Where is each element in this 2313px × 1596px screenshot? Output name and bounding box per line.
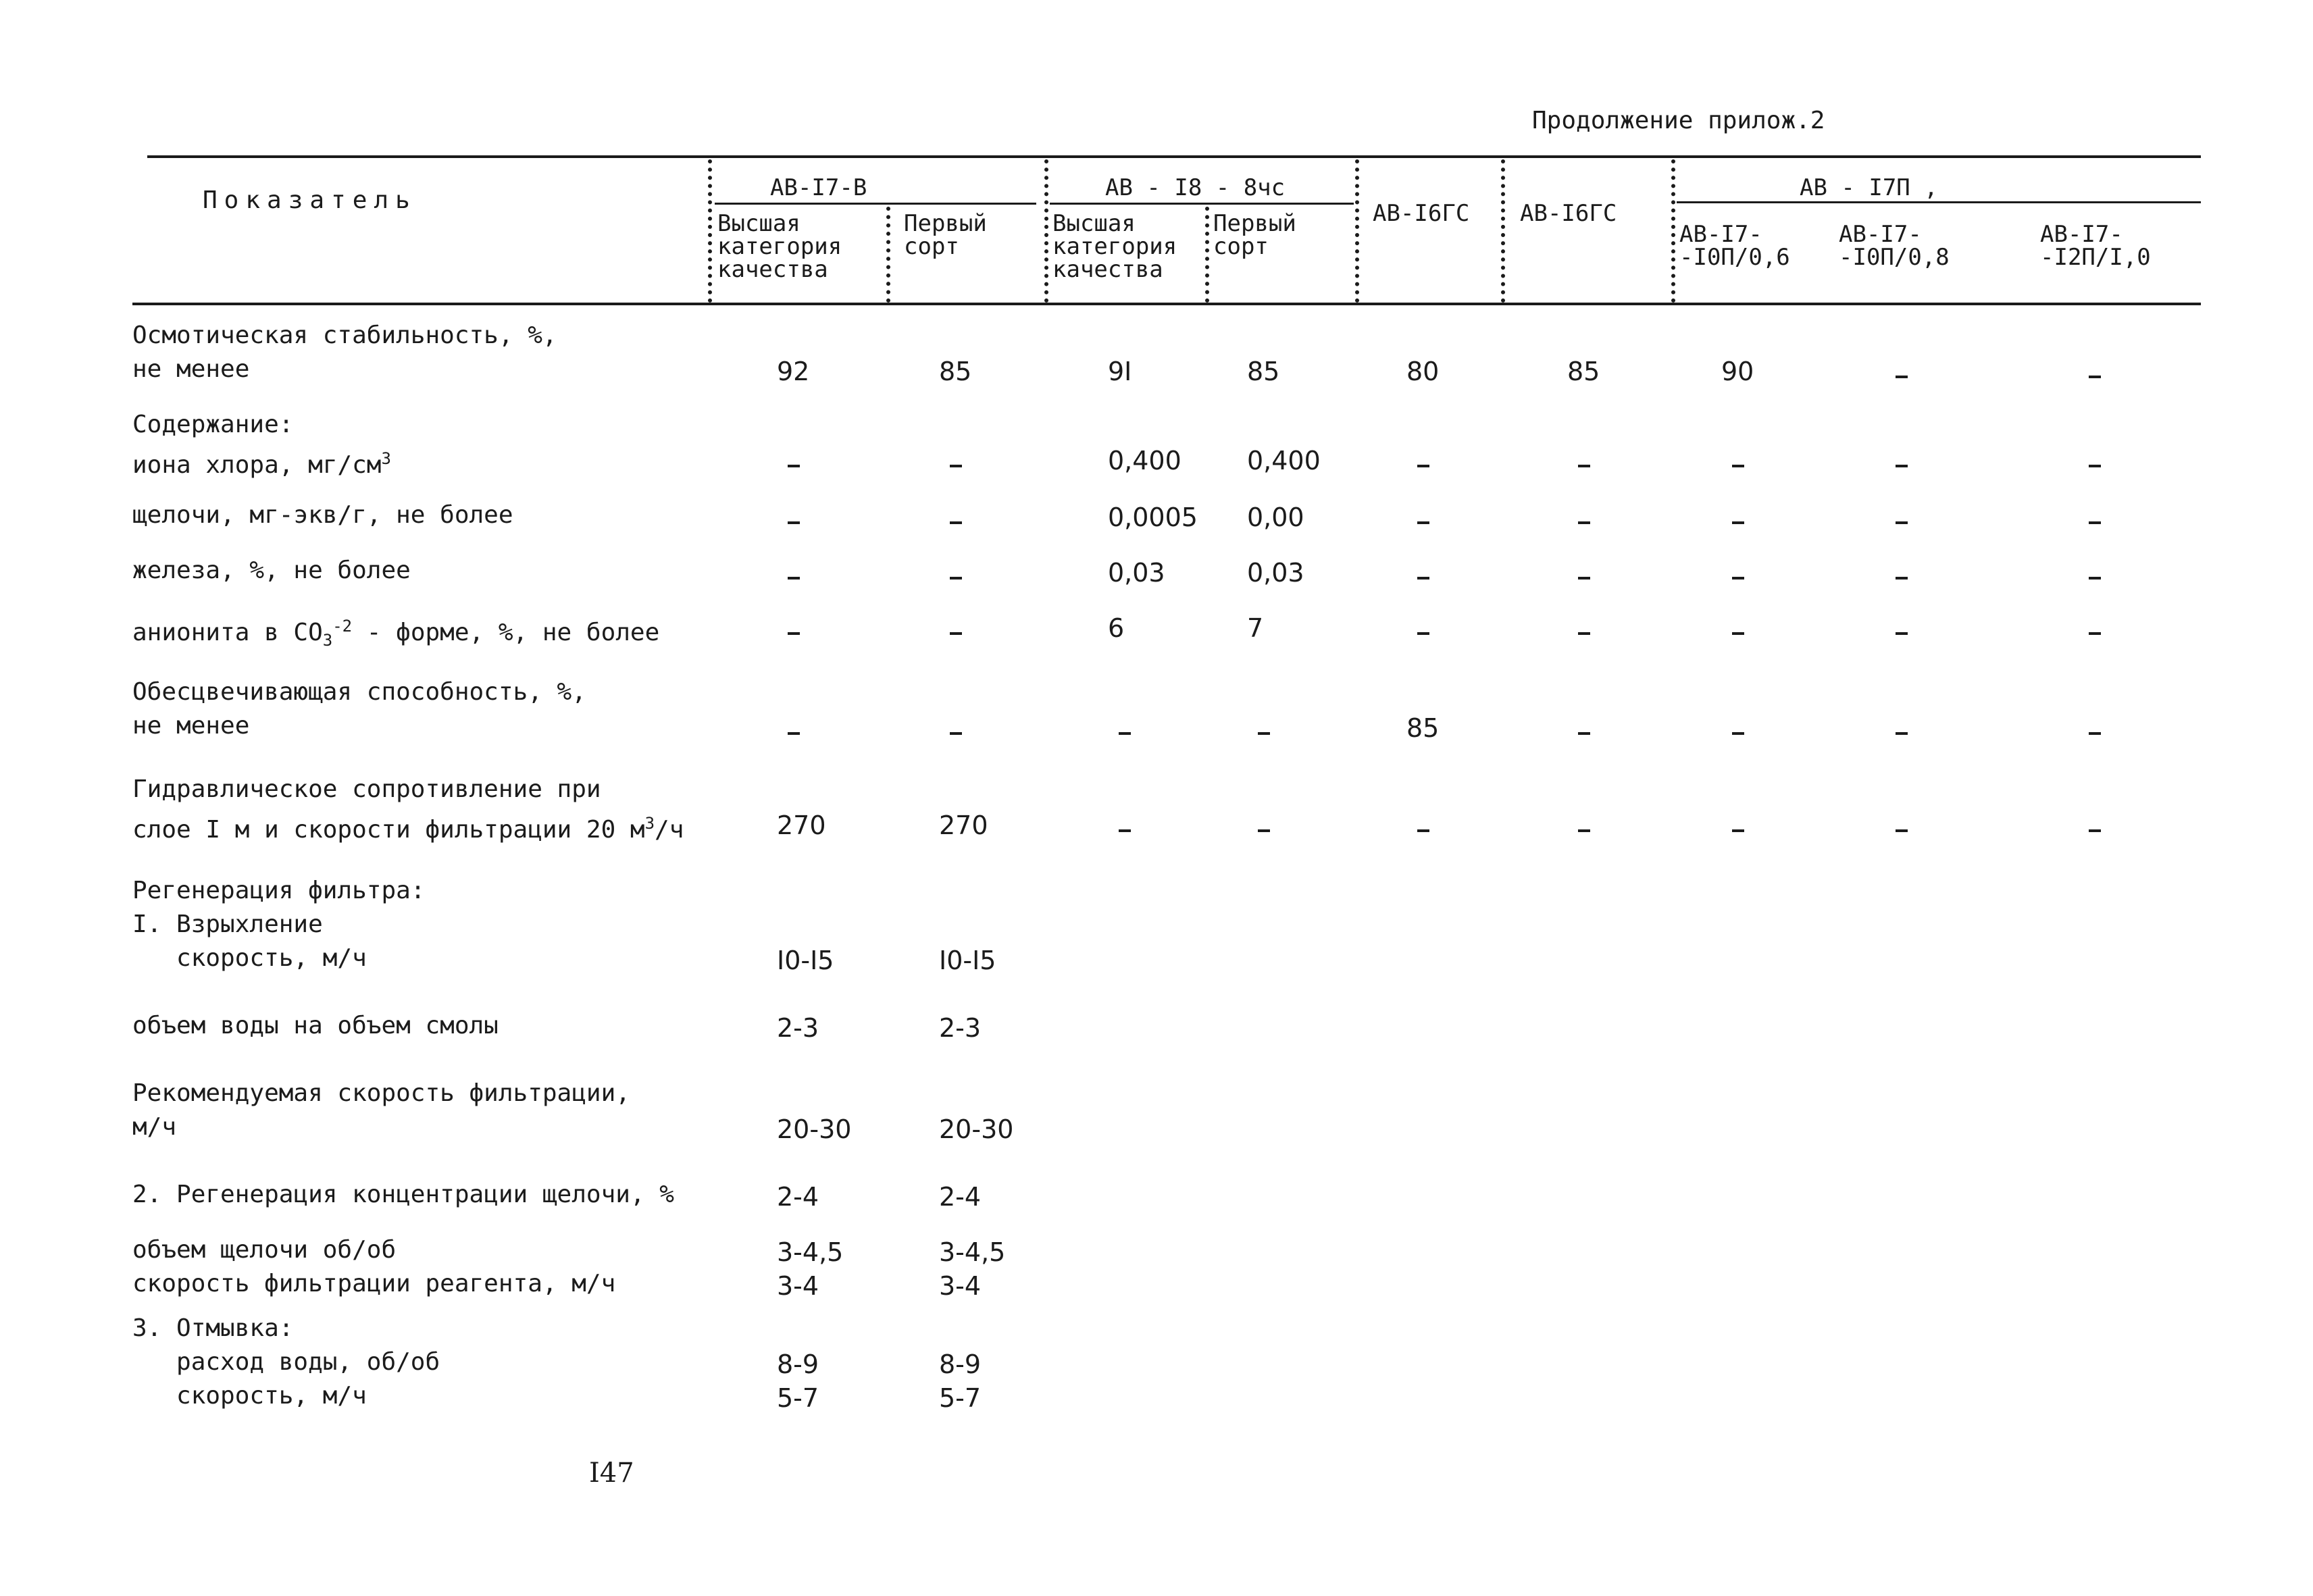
value-alkali-2: 0,0005 (1108, 503, 1198, 532)
value-anion-3: 7 (1247, 613, 1264, 643)
value-dash-decolor-6 (1732, 732, 1744, 735)
label-speed: скорость, м/ч (132, 944, 367, 972)
value-dash-alkali-4 (1417, 521, 1429, 524)
label-water-use: расход воды, об/об (132, 1348, 440, 1376)
label-alk-vol: объем щелочи об/об (132, 1236, 397, 1264)
value-dash-alkali-5 (1578, 521, 1590, 524)
sub-av17p-c: АВ-I7- -I2П/I,0 (2040, 221, 2151, 271)
label-anion: анионита в $CO_3^{-2}$ - форме, %, не более (132, 617, 660, 650)
value-osm-4: 80 (1406, 357, 1440, 386)
value-dash-osm-8 (2089, 376, 2101, 378)
value-dash-hydr-6 (1732, 829, 1744, 832)
column-separator (1501, 159, 1505, 303)
value-iron-2: 0,03 (1108, 558, 1165, 588)
value-alk_vol-1: 3-4,5 (939, 1237, 1006, 1267)
label-rec-1: Рекомендуемая скорость фильтрации, (132, 1079, 630, 1107)
value-dash-decolor-3 (1258, 732, 1270, 735)
sub-av17v-first: Первый сорт (904, 210, 987, 260)
sub-av17p-b: АВ-I7- -I0П/0,8 (1839, 221, 1950, 271)
value-dash-iron-1 (950, 577, 962, 580)
header-top-rule (147, 155, 2201, 158)
value-dash-chlor-8 (2089, 465, 2101, 467)
value-reag_speed-1: 3-4 (939, 1271, 982, 1301)
value-dash-alkali-8 (2089, 521, 2101, 524)
group-underline-av17v (715, 203, 1036, 205)
group-av17v: АВ-I7-В (770, 174, 867, 201)
label-decolor-2: не менее (132, 712, 250, 740)
group-underline-av18 (1050, 203, 1354, 205)
value-dash-hydr-5 (1578, 829, 1590, 832)
value-dash-chlor-6 (1732, 465, 1744, 467)
label-decolor-1: Обесцвечивающая способность, %, (132, 678, 586, 706)
value-chlor-3: 0,400 (1247, 446, 1321, 475)
value-dash-anion-1 (950, 632, 962, 635)
value-dash-chlor-0 (788, 465, 800, 467)
group-av17p: АВ - I7П , (1800, 174, 1938, 201)
value-dash-hydr-4 (1417, 829, 1429, 832)
value-dash-anion-6 (1732, 632, 1744, 635)
value-rec-1: 20-30 (939, 1114, 1014, 1144)
label-reag-speed: скорость фильтрации реагента, м/ч (132, 1270, 616, 1297)
value-dash-anion-7 (1896, 632, 1908, 635)
value-dash-hydr-3 (1258, 829, 1270, 832)
label-loosen: I. Взрыхление (132, 910, 323, 938)
header-bottom-rule (132, 303, 2201, 305)
value-dash-anion-8 (2089, 632, 2101, 635)
value-hydr-0: 270 (777, 810, 826, 840)
value-dash-anion-5 (1578, 632, 1590, 635)
group-av16gs-1: АВ-I6ГС (1373, 200, 1470, 227)
page-number: I47 (589, 1458, 634, 1489)
value-iron-3: 0,03 (1247, 558, 1304, 588)
value-osm-0: 92 (777, 357, 810, 386)
label-content: Содержание: (132, 411, 294, 438)
label-washing: 3. Отмывка: (132, 1314, 294, 1342)
value-osm-2: 9I (1108, 357, 1132, 386)
value-dash-iron-5 (1578, 577, 1590, 580)
column-separator (886, 207, 890, 303)
value-alkali-3: 0,00 (1247, 503, 1304, 532)
label-osm-2: не менее (132, 355, 250, 383)
value-water_use-0: 8-9 (777, 1349, 819, 1379)
value-water_vol-0: 2-3 (777, 1013, 819, 1043)
label-chlor: иона хлора, $мг/см^3$ (132, 449, 391, 479)
value-dash-decolor-1 (950, 732, 962, 735)
value-water_vol-1: 2-3 (939, 1013, 982, 1043)
value-dash-hydr-7 (1896, 829, 1908, 832)
group-av18: АВ - I8 - 8чс (1105, 174, 1286, 201)
value-hydr-1: 270 (939, 810, 988, 840)
value-osm-3: 85 (1247, 357, 1280, 386)
label-water-vol: объем воды на объем смолы (132, 1012, 499, 1039)
value-speed2-1: 5-7 (939, 1383, 982, 1413)
label-rec-2: м/ч (132, 1113, 177, 1141)
label-osm-1: Осмотическая стабильность, %, (132, 321, 557, 349)
value-chlor-2: 0,400 (1108, 446, 1181, 475)
value-dash-anion-4 (1417, 632, 1429, 635)
column-separator (1355, 159, 1359, 303)
value-dash-chlor-7 (1896, 465, 1908, 467)
value-speed-0: I0-I5 (777, 946, 834, 975)
value-dash-hydr-2 (1119, 829, 1131, 832)
value-osm-5: 85 (1567, 357, 1600, 386)
value-decolor-4: 85 (1406, 713, 1440, 743)
value-dash-decolor-7 (1896, 732, 1908, 735)
value-reag_speed-0: 3-4 (777, 1271, 819, 1301)
value-dash-alkali-6 (1732, 521, 1744, 524)
label-regen: Регенерация фильтра: (132, 877, 426, 904)
value-dash-decolor-0 (788, 732, 800, 735)
label-hydr-1: Гидравлическое сопротивление при (132, 775, 601, 803)
value-dash-osm-7 (1896, 376, 1908, 378)
column-separator (1671, 159, 1675, 303)
header-indicator: Показатель (203, 186, 417, 214)
value-regen_conc-0: 2-4 (777, 1182, 819, 1212)
continuation-title: Продолжение прилож.2 (1532, 107, 1825, 134)
value-osm-6: 90 (1721, 357, 1754, 386)
label-alkali: щелочи, мг-экв/г, не более (132, 501, 513, 529)
sub-av17p-a: АВ-I7- -I0П/0,6 (1679, 221, 1790, 271)
value-dash-chlor-5 (1578, 465, 1590, 467)
label-iron: железа, %, не более (132, 557, 411, 584)
value-dash-chlor-4 (1417, 465, 1429, 467)
value-dash-chlor-1 (950, 465, 962, 467)
label-regen-conc: 2. Регенерация концентрации щелочи, % (132, 1181, 674, 1208)
value-dash-decolor-2 (1119, 732, 1131, 735)
group-underline-av17p (1677, 201, 2201, 203)
value-dash-alkali-1 (950, 521, 962, 524)
value-dash-anion-0 (788, 632, 800, 635)
value-dash-decolor-5 (1578, 732, 1590, 735)
sub-av18-first: Первый сорт (1213, 210, 1296, 260)
value-speed2-0: 5-7 (777, 1383, 819, 1413)
value-dash-hydr-8 (2089, 829, 2101, 832)
value-dash-iron-8 (2089, 577, 2101, 580)
value-water_use-1: 8-9 (939, 1349, 982, 1379)
sub-av17v-high: Высшая категория качества (717, 210, 842, 283)
value-rec-0: 20-30 (777, 1114, 852, 1144)
value-dash-alkali-7 (1896, 521, 1908, 524)
group-av16gs-2: АВ-I6ГС (1520, 200, 1617, 227)
sub-av18-high: Высшая категория качества (1052, 210, 1177, 283)
value-dash-iron-6 (1732, 577, 1744, 580)
value-dash-iron-4 (1417, 577, 1429, 580)
value-alk_vol-0: 3-4,5 (777, 1237, 844, 1267)
column-separator (1044, 159, 1048, 303)
value-dash-alkali-0 (788, 521, 800, 524)
label-hydr-2: слое I м и скорости фильтрации 20 $м^3/ч$ (132, 814, 684, 844)
value-anion-2: 6 (1108, 613, 1125, 643)
column-separator (1205, 207, 1209, 303)
value-dash-iron-7 (1896, 577, 1908, 580)
value-dash-iron-0 (788, 577, 800, 580)
label-speed2: скорость, м/ч (132, 1382, 367, 1410)
value-dash-decolor-8 (2089, 732, 2101, 735)
value-regen_conc-1: 2-4 (939, 1182, 982, 1212)
column-separator (708, 159, 712, 303)
value-osm-1: 85 (939, 357, 972, 386)
value-speed-1: I0-I5 (939, 946, 996, 975)
